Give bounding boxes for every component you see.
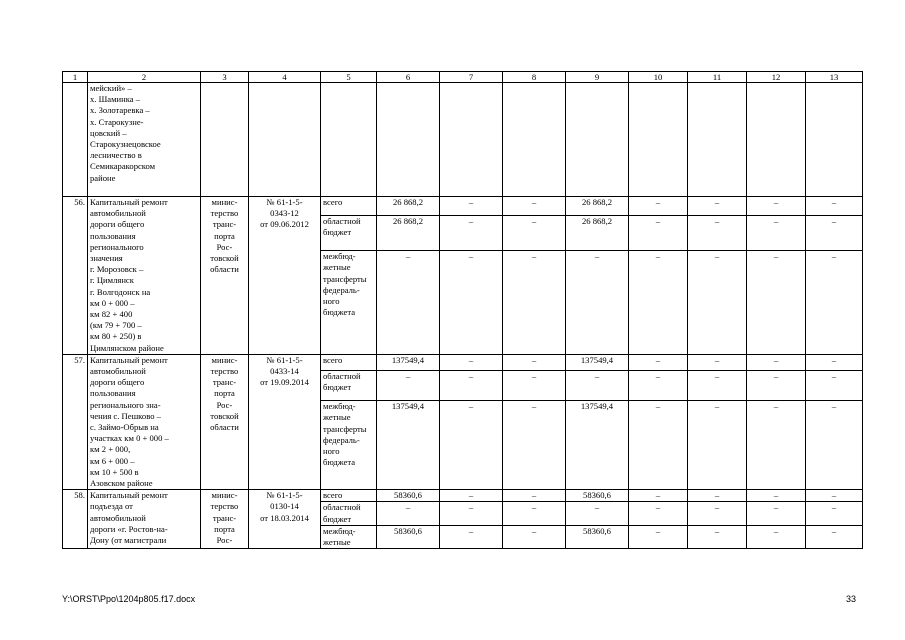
amount-cell: – — [377, 502, 440, 525]
object-name: Капитальный ремонт подъезда от автомобильной дороги «г. Ростов-на- Дону (от магистрали — [88, 490, 201, 549]
amount-cell: – — [747, 370, 806, 401]
col-header: 10 — [629, 72, 688, 83]
amount-cell: – — [688, 251, 747, 355]
col-header: 9 — [566, 72, 629, 83]
entry-number: 56. — [63, 197, 88, 355]
amount-cell: – — [688, 370, 747, 401]
object-name: мейский» – х. Шаминка – х. Золотаревка – х. Старокузне- цовский – Старокузнецовское лесничество в Семикаракорском районе — [88, 83, 201, 197]
amount-cell: – — [747, 251, 806, 355]
expertise-doc: № 61-1-5- 0343-12 от 09.06.2012 — [249, 197, 321, 355]
amount-cell: 58360,6 — [566, 525, 629, 548]
entry-number: 58. — [63, 490, 88, 549]
amount-cell: – — [440, 215, 503, 251]
table-row — [63, 490, 863, 502]
amount-cell: – — [806, 215, 863, 251]
amount-cell: – — [377, 370, 440, 401]
amount-cell: – — [440, 401, 503, 490]
amount-cell: 58360,6 — [377, 490, 440, 502]
column-number-row — [63, 72, 863, 83]
amount-cell: – — [747, 490, 806, 502]
amount-cell: – — [503, 215, 566, 251]
customer-org: минис- терство транс- порта Рос- — [201, 490, 249, 549]
amount-cell: – — [503, 370, 566, 401]
funding-source: областной бюджет — [321, 502, 377, 525]
amount-cell: – — [629, 490, 688, 502]
funding-source: областной бюджет — [321, 370, 377, 401]
amount-cell: – — [503, 525, 566, 548]
amount-cell: 137549,4 — [377, 354, 440, 370]
entry-number: 57. — [63, 354, 88, 489]
amount-cell: – — [688, 215, 747, 251]
amount-cell: – — [629, 354, 688, 370]
funding-source: всего — [321, 490, 377, 502]
amount-cell: – — [503, 490, 566, 502]
col-header: 2 — [88, 72, 201, 83]
amount-cell: – — [440, 370, 503, 401]
amount-cell: 137549,4 — [566, 401, 629, 490]
amount-cell: – — [440, 197, 503, 216]
amount-cell: – — [440, 525, 503, 548]
amount-cell: 137549,4 — [566, 354, 629, 370]
funding-source: межбюд- жетные — [321, 525, 377, 548]
funding-source: межбюд- жетные трансферты федераль- ного бюджета — [321, 401, 377, 490]
amount-cell: 26 868,2 — [377, 215, 440, 251]
customer-org: минис- терство транс- порта Рос- товской области — [201, 197, 249, 355]
amount-cell: 58360,6 — [566, 490, 629, 502]
amount-cell: – — [806, 525, 863, 548]
budget-table — [62, 71, 863, 549]
amount-cell: – — [806, 370, 863, 401]
col-header: 12 — [747, 72, 806, 83]
object-name: Капитальный ремонт автомобильной дороги общего пользования регионального зна- чения с. Пешково – с. Займо-Обрыв на участках км 0 + 000 – км 2 + 000, км 6 + 000 – км 10 + 500 в Азовском районе — [88, 354, 201, 489]
amount-cell: – — [688, 490, 747, 502]
amount-cell: 26 868,2 — [566, 197, 629, 216]
col-header: 7 — [440, 72, 503, 83]
amount-cell: – — [747, 215, 806, 251]
amount-cell: – — [566, 370, 629, 401]
amount-cell: – — [747, 401, 806, 490]
amount-cell: – — [566, 251, 629, 355]
col-header: 4 — [249, 72, 321, 83]
object-name: Капитальный ремонт автомобильной дороги общего пользования регионального значения г. Морозовск – г. Цимлянск г. Волгодонск на км 0 + 000 – км 82 + 400 (км 79 + 700 – км 80 + 250) в Цимлянском районе — [88, 197, 201, 355]
col-header: 3 — [201, 72, 249, 83]
page-number: 33 — [846, 594, 857, 604]
amount-cell: 26 868,2 — [377, 197, 440, 216]
table-row — [63, 354, 863, 370]
amount-cell: – — [806, 490, 863, 502]
amount-cell: – — [629, 525, 688, 548]
amount-cell: – — [629, 197, 688, 216]
expertise-doc: № 61-1-5- 0130-14 от 18.03.2014 — [249, 490, 321, 549]
amount-cell: – — [688, 502, 747, 525]
amount-cell: – — [503, 251, 566, 355]
amount-cell: – — [503, 502, 566, 525]
continuation-row — [63, 83, 863, 197]
file-path: Y:\ORST\Ppo\1204p805.f17.docx — [62, 594, 196, 604]
amount-cell: – — [747, 502, 806, 525]
amount-cell: – — [503, 354, 566, 370]
amount-cell: – — [688, 354, 747, 370]
col-header: 5 — [321, 72, 377, 83]
amount-cell: – — [440, 354, 503, 370]
amount-cell: – — [629, 502, 688, 525]
amount-cell: – — [688, 525, 747, 548]
amount-cell: – — [629, 370, 688, 401]
amount-cell: – — [377, 251, 440, 355]
amount-cell: – — [747, 197, 806, 216]
col-header: 8 — [503, 72, 566, 83]
amount-cell: – — [629, 251, 688, 355]
amount-cell: – — [503, 197, 566, 216]
funding-source: межбюд- жетные трансферты федераль- ного бюджета — [321, 251, 377, 355]
amount-cell: – — [806, 401, 863, 490]
amount-cell: 58360,6 — [377, 525, 440, 548]
amount-cell: – — [566, 502, 629, 525]
expertise-doc: № 61-1-5- 0433-14 от 19.09.2014 — [249, 354, 321, 489]
funding-source: всего — [321, 197, 377, 216]
amount-cell: – — [629, 215, 688, 251]
funding-source: всего — [321, 354, 377, 370]
table-row — [63, 197, 863, 216]
col-header: 6 — [377, 72, 440, 83]
col-header: 11 — [688, 72, 747, 83]
amount-cell: – — [806, 251, 863, 355]
amount-cell: – — [806, 354, 863, 370]
amount-cell: – — [747, 354, 806, 370]
amount-cell: – — [688, 197, 747, 216]
amount-cell: – — [440, 502, 503, 525]
amount-cell: – — [806, 197, 863, 216]
amount-cell: – — [503, 401, 566, 490]
amount-cell: – — [440, 490, 503, 502]
amount-cell: – — [806, 502, 863, 525]
funding-source: областной бюджет — [321, 215, 377, 251]
amount-cell: – — [440, 251, 503, 355]
amount-cell: 26 868,2 — [566, 215, 629, 251]
customer-org: минис- терство транс- порта Рос- товской области — [201, 354, 249, 489]
amount-cell: – — [747, 525, 806, 548]
col-header: 13 — [806, 72, 863, 83]
amount-cell: – — [629, 401, 688, 490]
amount-cell: – — [688, 401, 747, 490]
amount-cell: 137549,4 — [377, 401, 440, 490]
col-header: 1 — [63, 72, 88, 83]
